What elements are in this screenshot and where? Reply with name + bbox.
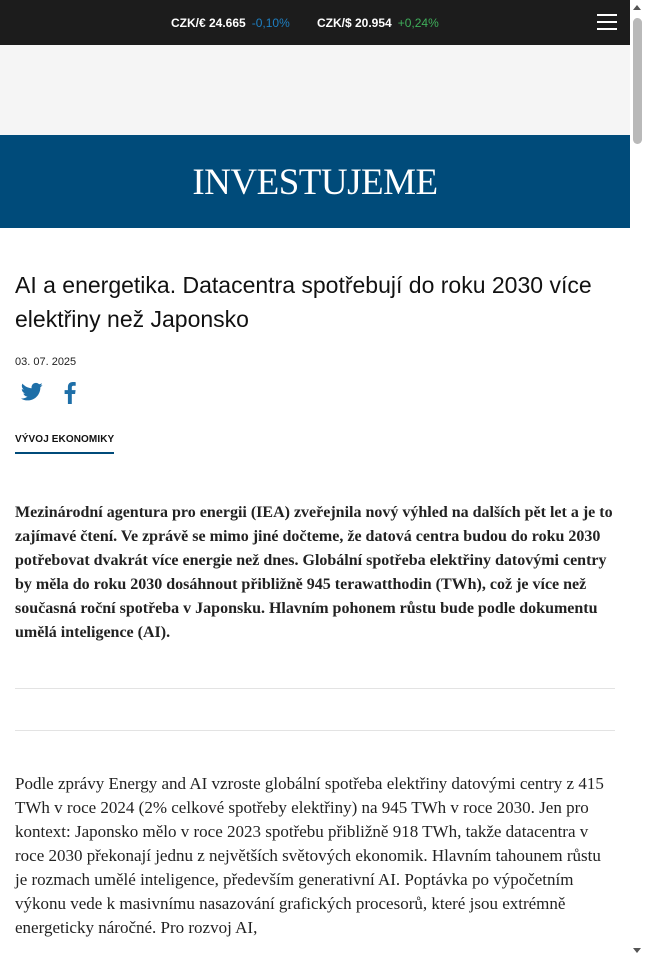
scrollbar[interactable] bbox=[630, 0, 645, 961]
article-lead: Mezinárodní agentura pro energii (IEA) zveřejnila nový výhled na dalších pět let a je to zajímavé čtení. Ve zprávě se mimo jiné dočteme, že datová centra budou do roku 2030 potřebovat dvakrát více energie než dnes. Globální spotřeba elektřiny datovými centry by měla do roku 2030 dosáhnout přibližně 945 terawatthodin (TWh), což je více než současná roční spotřeba v Japonsku. Hlavním pohonem růstu bude podle dokumentu umělá inteligence (AI). bbox=[15, 504, 613, 641]
scroll-down-arrow-icon[interactable] bbox=[633, 948, 641, 953]
share-buttons bbox=[15, 382, 615, 408]
divider bbox=[15, 730, 615, 731]
ad-placeholder bbox=[0, 45, 630, 135]
article-title: AI a energetika. Datacentra spotřebují do roku 2030 více elektřiny než Japonsko bbox=[15, 272, 592, 332]
divider bbox=[15, 688, 615, 689]
site-logo[interactable]: INVESTUJEME bbox=[192, 162, 438, 203]
article-header bbox=[15, 268, 615, 454]
ticker-eur-change: -0,10% bbox=[251, 16, 290, 30]
facebook-icon[interactable] bbox=[64, 382, 76, 409]
ticker-eur bbox=[171, 16, 290, 30]
ticker-usd bbox=[317, 16, 439, 30]
twitter-icon[interactable] bbox=[21, 382, 43, 407]
top-bar bbox=[0, 0, 630, 45]
brand-header bbox=[0, 135, 630, 228]
ticker-eur-pair: CZK/€ 24.665 bbox=[171, 16, 246, 30]
hamburger-menu-icon[interactable] bbox=[597, 14, 617, 31]
article-date: 03. 07. 2025 bbox=[15, 356, 77, 368]
scrollbar-thumb[interactable] bbox=[633, 18, 642, 144]
ticker-usd-pair: CZK/$ 20.954 bbox=[317, 16, 392, 30]
category-tag[interactable]: VÝVOJ EKONOMIKY bbox=[15, 434, 114, 454]
article-body: Podle zprávy Energy and AI vzroste globální spotřeba elektřiny datovými centry z 415 TWh v roce 2024 (2% celkové spotřeby elektřiny) na 945 TWh v roce 2030. Jen pro kontext: Japonsko mělo v roce 2023 spotřebu přibližně 918 TWh, takže datacentra v roce 2030 překonají jednu z největších světových ekonomik. Hlavním tahounem růstu je rozmach umělé inteligence, především generativní AI. Poptávka po výpočetním výkonu vede k masivnímu nasazování grafických procesorů, které jsou extrémně energeticky náročné. Pro rozvoj AI, bbox=[15, 774, 604, 937]
scroll-up-arrow-icon[interactable] bbox=[633, 5, 641, 10]
ticker-usd-change: +0,24% bbox=[397, 16, 439, 30]
